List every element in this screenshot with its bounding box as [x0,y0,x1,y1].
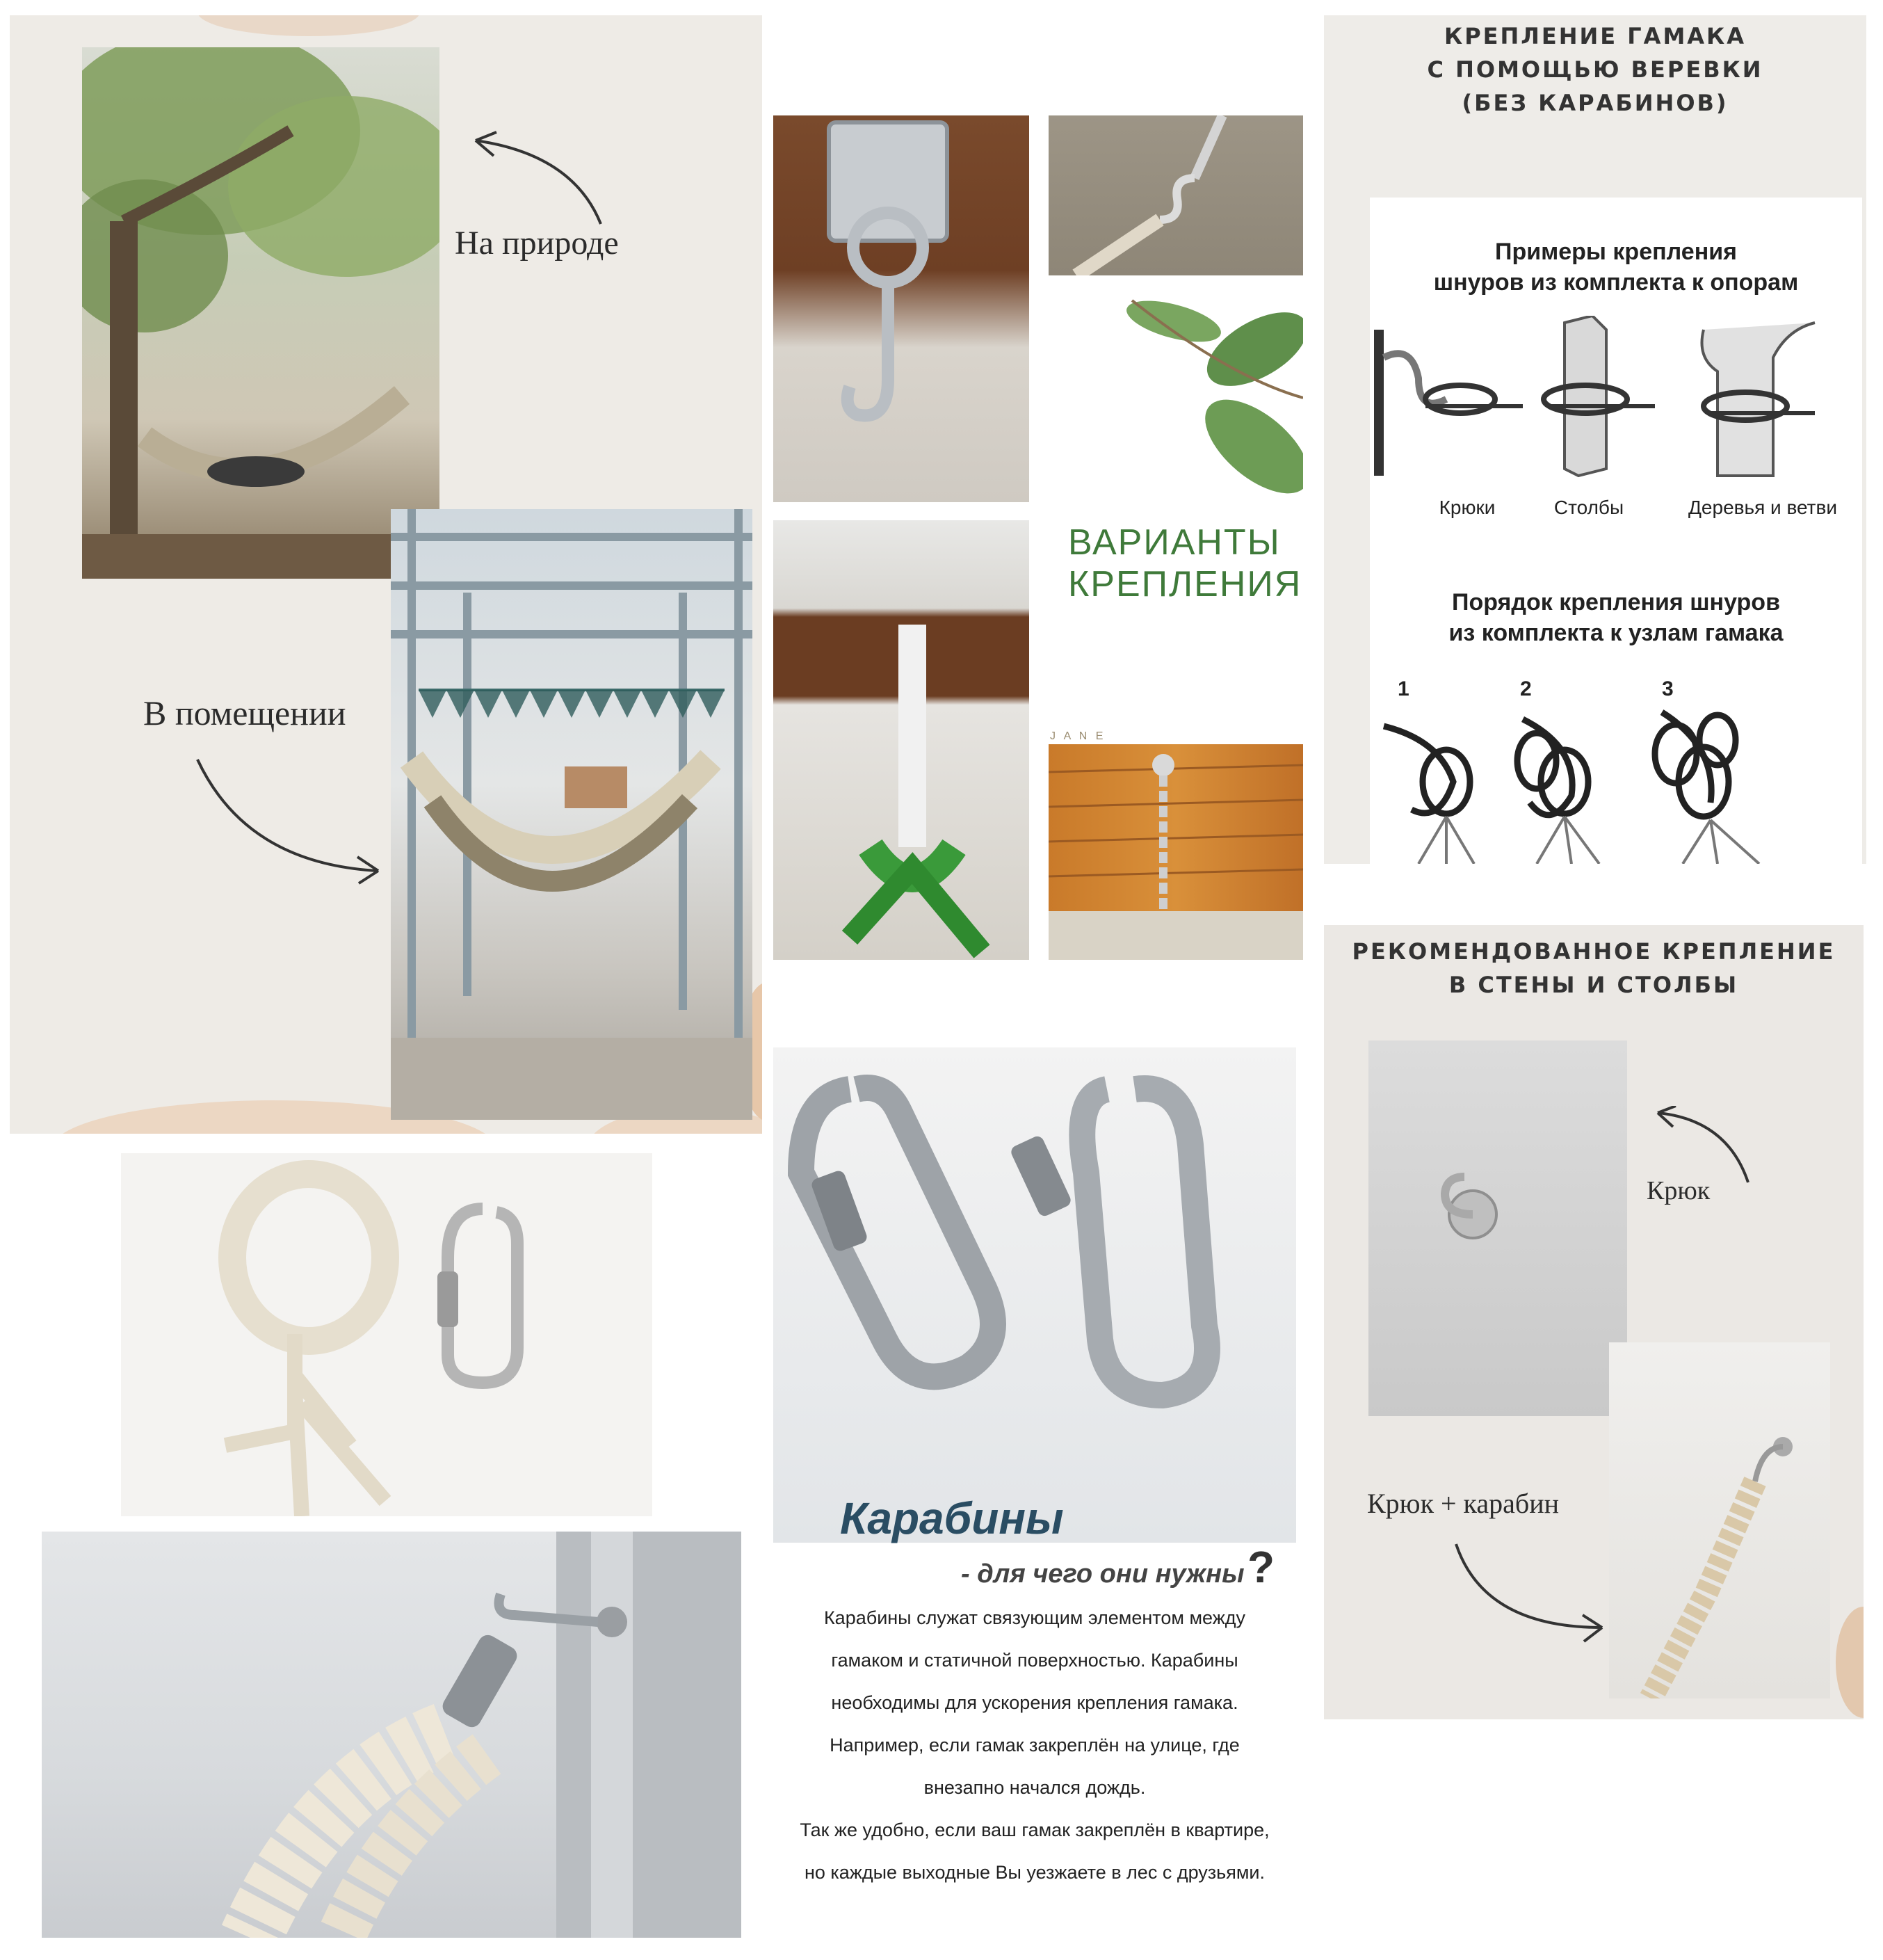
paragraph-line-2: гамаком и статичной поверхностью. Карабины [831,1650,1238,1671]
examples-title-line2: шнуров из комплекта к опорам [1433,269,1799,296]
examples-title-line1: Примеры крепления [1495,239,1737,265]
variants-title-line2: КРЕПЛЕНИЯ [1068,564,1302,604]
hook-carabiner-photo [1609,1342,1830,1698]
carabiners-paragraph [773,1597,1296,1894]
wall-hook-icon [1368,1041,1627,1416]
variants-title [1068,522,1302,605]
support-label-hooks: Крюки [1439,497,1496,518]
rope-title-line2: С ПОМОЩЬЮ ВЕРЕВКИ [1427,56,1763,83]
nature-scene-illustration [82,47,439,579]
supports-diagram [1370,316,1862,497]
swivel-hook-rope-photo [42,1532,741,1938]
nature-caption: На природе [455,225,619,262]
step-number-2: 2 [1520,677,1532,700]
knot-steps-diagram [1370,698,1862,864]
order-title [1370,587,1862,648]
ceiling-chain-photo [1049,744,1303,960]
beam-sling-photo [773,520,1029,960]
carabiner-pair-icon [773,1047,1296,1543]
leaf-icon [1049,294,1303,502]
rope-diagram-card [1370,198,1862,864]
chain-icon [1049,744,1303,960]
carabiners-subtitle: - для чего они нужны [961,1559,1245,1589]
arrow-to-indoor-icon [184,746,392,885]
decor-blob-top [197,15,420,36]
hook-carabiner-caption: Крюк + карабин [1367,1488,1560,1519]
wall-mount-panel [1324,925,1864,1719]
paragraph-line-3: необходимы для ускорения крепления гамака. [831,1692,1238,1713]
rope-title-line1: КРЕПЛЕНИЕ ГАМАКА [1444,23,1746,49]
wall-mount-title-line1: РЕКОМЕНДОВАННОЕ КРЕПЛЕНИЕ [1352,938,1836,965]
paragraph-line-1: Карабины служат связующим элементом между [823,1607,1246,1628]
rope-attachment-panel [1324,15,1866,864]
support-label-posts: Столбы [1553,497,1624,518]
support-label-trees: Деревья и ветви [1688,497,1838,518]
ceiling-hook-plate-photo [773,115,1029,502]
nature-hammock-photo [82,47,439,579]
variants-title-line1: ВАРИАНТЫ [1068,522,1281,563]
rope-title [1324,19,1866,120]
step-number-3: 3 [1662,677,1674,700]
post-knot-icon [1544,316,1655,476]
rope-loop-carabiner-photo [121,1153,652,1516]
s-hook-chain-photo [1049,115,1303,275]
indoor-hammock-photo [391,509,752,1120]
hook-knot-icon [1374,330,1523,476]
hook-carabiner-icon [1609,1342,1830,1698]
carabiners-question-mark: ? [1247,1542,1275,1592]
mount-variants-panel [773,111,1303,960]
wall-mount-title-line2: В СТЕНЫ И СТОЛБЫ [1448,972,1739,998]
tree-knot-icon [1702,323,1816,476]
order-title-line1: Порядок крепления шнуров [1452,589,1780,616]
examples-title [1370,236,1862,298]
step-number-1: 1 [1398,677,1409,700]
decor-blob-wall [1836,1607,1864,1718]
nature-indoor-panel [10,15,762,1134]
wall-hook-photo [1368,1041,1627,1416]
rope-loop-icon [121,1153,652,1516]
carabiners-subtitle-row [961,1541,1275,1593]
rope-title-line3: (БЕЗ КАРАБИНОВ) [1462,90,1729,116]
arrow-to-nature-icon [455,113,622,231]
s-hook-icon [1049,115,1303,275]
swivel-hook-icon [42,1532,741,1938]
variants-watermark: J A N E [1050,730,1106,742]
sling-icon [773,520,1029,960]
paragraph-line-4: Например, если гамак закреплён на улице, где [830,1735,1240,1756]
hook-plate-icon [773,115,1029,502]
paragraph-line-5: внезапно начался дождь. [923,1777,1146,1798]
order-title-line2: из комплекта к узлам гамака [1448,620,1784,646]
leaf-decoration [1049,294,1303,502]
paragraph-line-7: но каждые выходные Вы уезжаете в лес с друзьями. [804,1862,1266,1883]
carabiners-photo [773,1047,1296,1543]
hook-caption: Крюк [1647,1176,1711,1205]
indoor-caption: В помещении [143,693,346,732]
carabiners-title: Карабины [840,1493,1064,1543]
wall-mount-title [1324,935,1864,1002]
paragraph-line-6: Так же удобно, если ваш гамак закреплён в квартире, [800,1820,1270,1840]
indoor-scene-illustration [391,509,752,1120]
arrow-to-carabiner-icon [1449,1537,1609,1648]
carabiners-panel [773,1047,1296,1907]
